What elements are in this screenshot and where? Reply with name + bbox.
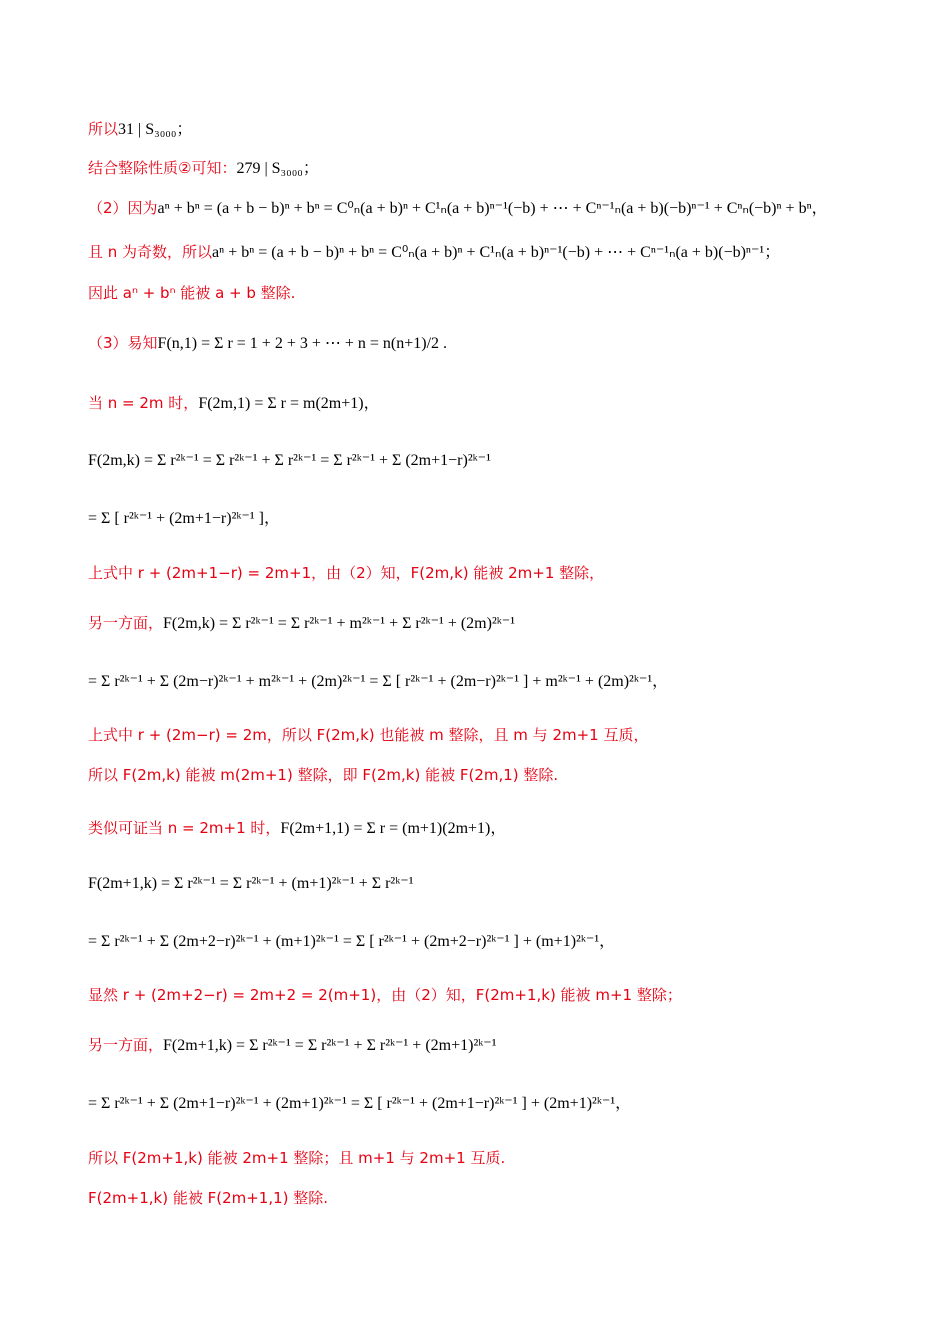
line-text: （2）因为 <box>88 199 158 217</box>
line-text: 且 n 为奇数，所以 <box>88 243 213 261</box>
math-expression: F(2m+1,1) = Σ r = (m+1)(2m+1)， <box>280 820 507 837</box>
text-line-l4 <box>88 244 780 261</box>
text-line-l2 <box>88 160 319 177</box>
math-expression: F(2m,k) = Σ r²ᵏ⁻¹ = Σ r²ᵏ⁻¹ + Σ r²ᵏ⁻¹ = Σ r²ᵏ⁻¹ + Σ (2m+1−r)²ᵏ⁻¹ <box>88 452 491 469</box>
line-text: 上式中 r + (2m+1−r) = 2m+1，由（2）知，F(2m,k) 能被 2m+1 整除， <box>88 564 605 582</box>
math-expression: = Σ [ r²ᵏ⁻¹ + (2m+1−r)²ᵏ⁻¹ ]， <box>88 510 280 527</box>
math-expression: aⁿ + bⁿ = (a + b − b)ⁿ + bⁿ = C⁰ₙ(a + b)ⁿ + C¹ₙ(a + b)ⁿ⁻¹(−b) + ⋯ + Cⁿ⁻¹ₙ(a + b)(−b)ⁿ⁻¹ + Cⁿₙ(−b)ⁿ + bⁿ， <box>157 200 828 217</box>
text-line-l15 <box>88 820 506 837</box>
math-expression: aⁿ + bⁿ = (a + b − b)ⁿ + bⁿ = C⁰ₙ(a + b)ⁿ + C¹ₙ(a + b)ⁿ⁻¹(−b) + ⋯ + Cⁿ⁻¹ₙ(a + b)(−b)ⁿ⁻¹； <box>212 244 781 261</box>
text-line-l8 <box>88 452 491 469</box>
text-line-l22 <box>88 1190 328 1206</box>
line-text: 所以 F(2m+1,k) 能被 2m+1 整除；且 m+1 与 2m+1 互质. <box>88 1149 506 1167</box>
line-text: 结合整除性质②可知： <box>88 159 237 177</box>
text-line-l3 <box>88 200 828 217</box>
text-line-l17 <box>88 933 615 950</box>
text-line-l19 <box>88 1037 497 1054</box>
line-text: 显然 r + (2m+2−r) = 2m+2 = 2(m+1)，由（2）知，F(2m+1,k) 能被 m+1 整除； <box>88 986 682 1004</box>
line-text: 类似可证当 n = 2m+1 时， <box>88 819 281 837</box>
math-expression: 279 | S₃₀₀₀； <box>236 160 319 177</box>
text-line-l16 <box>88 875 414 892</box>
text-line-l14 <box>88 767 558 783</box>
text-line-l20 <box>88 1095 631 1112</box>
line-text: 另一方面， <box>88 614 164 632</box>
text-line-l12 <box>88 673 668 690</box>
line-text: 上式中 r + (2m−r) = 2m，所以 F(2m,k) 也能被 m 整除，且 m 与 2m+1 互质， <box>88 726 649 744</box>
text-line-l9 <box>88 510 280 527</box>
line-text: 另一方面， <box>88 1036 164 1054</box>
text-line-l11 <box>88 615 515 632</box>
line-text: F(2m+1,k) 能被 F(2m+1,1) 整除. <box>88 1189 329 1207</box>
text-line-l7 <box>88 395 380 412</box>
math-expression: = Σ r²ᵏ⁻¹ + Σ (2m+1−r)²ᵏ⁻¹ + (2m+1)²ᵏ⁻¹ = Σ [ r²ᵏ⁻¹ + (2m+1−r)²ᵏ⁻¹ ] + (2m+1)²ᵏ⁻¹， <box>88 1095 632 1112</box>
text-line-l21 <box>88 1150 505 1166</box>
math-expression: F(2m,1) = Σ r = m(2m+1)， <box>198 395 380 412</box>
math-expression: = Σ r²ᵏ⁻¹ + Σ (2m−r)²ᵏ⁻¹ + m²ᵏ⁻¹ + (2m)²ᵏ⁻¹ = Σ [ r²ᵏ⁻¹ + (2m−r)²ᵏ⁻¹ ] + m²ᵏ⁻¹ + (2m)²ᵏ⁻¹， <box>88 673 669 690</box>
math-expression: F(n,1) = Σ r = 1 + 2 + 3 + ⋯ + n = n(n+1)/2 . <box>157 335 448 352</box>
math-expression: F(2m,k) = Σ r²ᵏ⁻¹ = Σ r²ᵏ⁻¹ + m²ᵏ⁻¹ + Σ r²ᵏ⁻¹ + (2m)²ᵏ⁻¹ <box>163 615 516 632</box>
line-text: （3）易知 <box>88 334 158 352</box>
text-line-l1 <box>88 121 192 138</box>
text-line-l13 <box>88 727 648 743</box>
line-text: 当 n = 2m 时， <box>88 394 199 412</box>
text-line-l6 <box>88 335 447 352</box>
math-expression: F(2m+1,k) = Σ r²ᵏ⁻¹ = Σ r²ᵏ⁻¹ + Σ r²ᵏ⁻¹ + (2m+1)²ᵏ⁻¹ <box>163 1037 497 1054</box>
text-line-l5 <box>88 285 295 301</box>
text-line-l18 <box>88 987 682 1003</box>
math-expression: = Σ r²ᵏ⁻¹ + Σ (2m+2−r)²ᵏ⁻¹ + (m+1)²ᵏ⁻¹ = Σ [ r²ᵏ⁻¹ + (2m+2−r)²ᵏ⁻¹ ] + (m+1)²ᵏ⁻¹， <box>88 933 616 950</box>
math-expression: F(2m+1,k) = Σ r²ᵏ⁻¹ = Σ r²ᵏ⁻¹ + (m+1)²ᵏ⁻¹ + Σ r²ᵏ⁻¹ <box>88 875 414 892</box>
line-text: 所以 F(2m,k) 能被 m(2m+1) 整除，即 F(2m,k) 能被 F(2m,1) 整除. <box>88 766 559 784</box>
text-line-l10 <box>88 565 604 581</box>
line-text: 因此 aⁿ + bⁿ 能被 a + b 整除. <box>88 284 296 302</box>
line-text: 所以 <box>88 120 119 138</box>
math-expression: 31 | S₃₀₀₀； <box>118 121 193 138</box>
